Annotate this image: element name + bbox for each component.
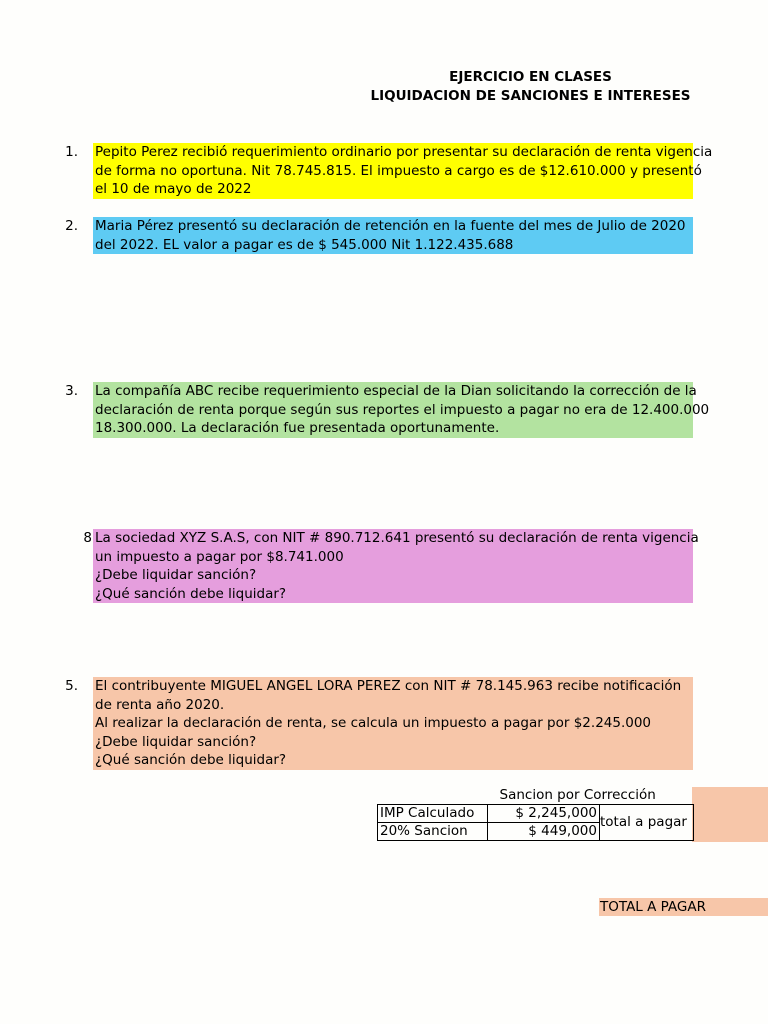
exercise-1-line: Pepito Perez recibió requerimiento ordinario por presentar su declaración de renta vigencia [95,144,713,160]
exercise-number-3: 3. [65,383,78,399]
exercise-3-line: 18.300.000. La declaración fue presentada oportunamente. [95,420,500,436]
total-cell-fill [692,787,768,842]
grand-total-label: TOTAL A PAGAR [600,899,706,915]
sanction-row-value: $ 2,245,000 [488,805,600,823]
exercise-number-5: 5. [65,678,78,694]
sanction-row-label: IMP Calculado [378,805,488,823]
exercise-number-1: 1. [65,144,78,160]
exercise-5-line: ¿Qué sanción debe liquidar? [95,752,287,768]
exercise-2-line: del 2022. EL valor a pagar es de $ 545.000 Nit 1.122.435.688 [95,236,514,253]
exercise-3-text [93,382,710,438]
exercise-1-line: de forma no oportuna. Nit 78.745.815. El impuesto a cargo es de $12.610.000 y presentó [95,162,702,179]
exercise-3-line: declaración de renta porque según sus reportes el impuesto a pagar no era de 12.400.000 [95,401,710,418]
exercise-4-line: un impuesto a pagar por $8.741.000 [95,548,344,565]
exercise-4-text [93,529,699,603]
sanction-table-header: Sancion por Corrección [488,787,694,805]
exercise-5-line: Al realizar la declaración de renta, se calcula un impuesto a pagar por $2.245.000 [95,715,652,731]
total-to-pay-label: total a pagar [600,805,694,841]
sanction-table [377,787,694,841]
exercise-3-line: La compañía ABC recibe requerimiento especial de la Dian solicitando la corrección de la [95,383,697,399]
document-subtitle: LIQUIDACION DE SANCIONES E INTERESES [370,88,691,104]
exercise-1-text [93,143,713,199]
exercise-4-line: La sociedad XYZ S.A.S, con NIT # 890.712.641 presentó su declaración de renta vigencia [95,530,699,546]
exercise-5-text [93,677,693,770]
exercise-1-line: el 10 de mayo de 2022 [95,181,252,197]
exercise-5-line: de renta año 2020. [95,696,225,713]
exercise-2-line: Maria Pérez presentó su declaración de retención en la fuente del mes de Julio de 2020 [95,218,686,234]
exercise-number-2: 2. [65,218,78,234]
exercise-5-line: El contribuyente MIGUEL ANGEL LORA PEREZ con NIT # 78.145.963 recibe notificación [95,678,682,694]
exercise-4-line: ¿Qué sanción debe liquidar? [95,585,287,602]
exercise-5-line: ¿Debe liquidar sanción? [95,733,257,750]
exercise-number-4: 8 [83,530,92,546]
exercise-2-text [93,217,693,254]
document-title: EJERCICIO EN CLASES [449,69,612,85]
sanction-row-label: 20% Sancion [378,823,488,841]
exercise-4-line: ¿Debe liquidar sanción? [95,567,257,583]
sanction-row-value: $ 449,000 [488,823,600,841]
grand-total-cell [599,898,768,916]
